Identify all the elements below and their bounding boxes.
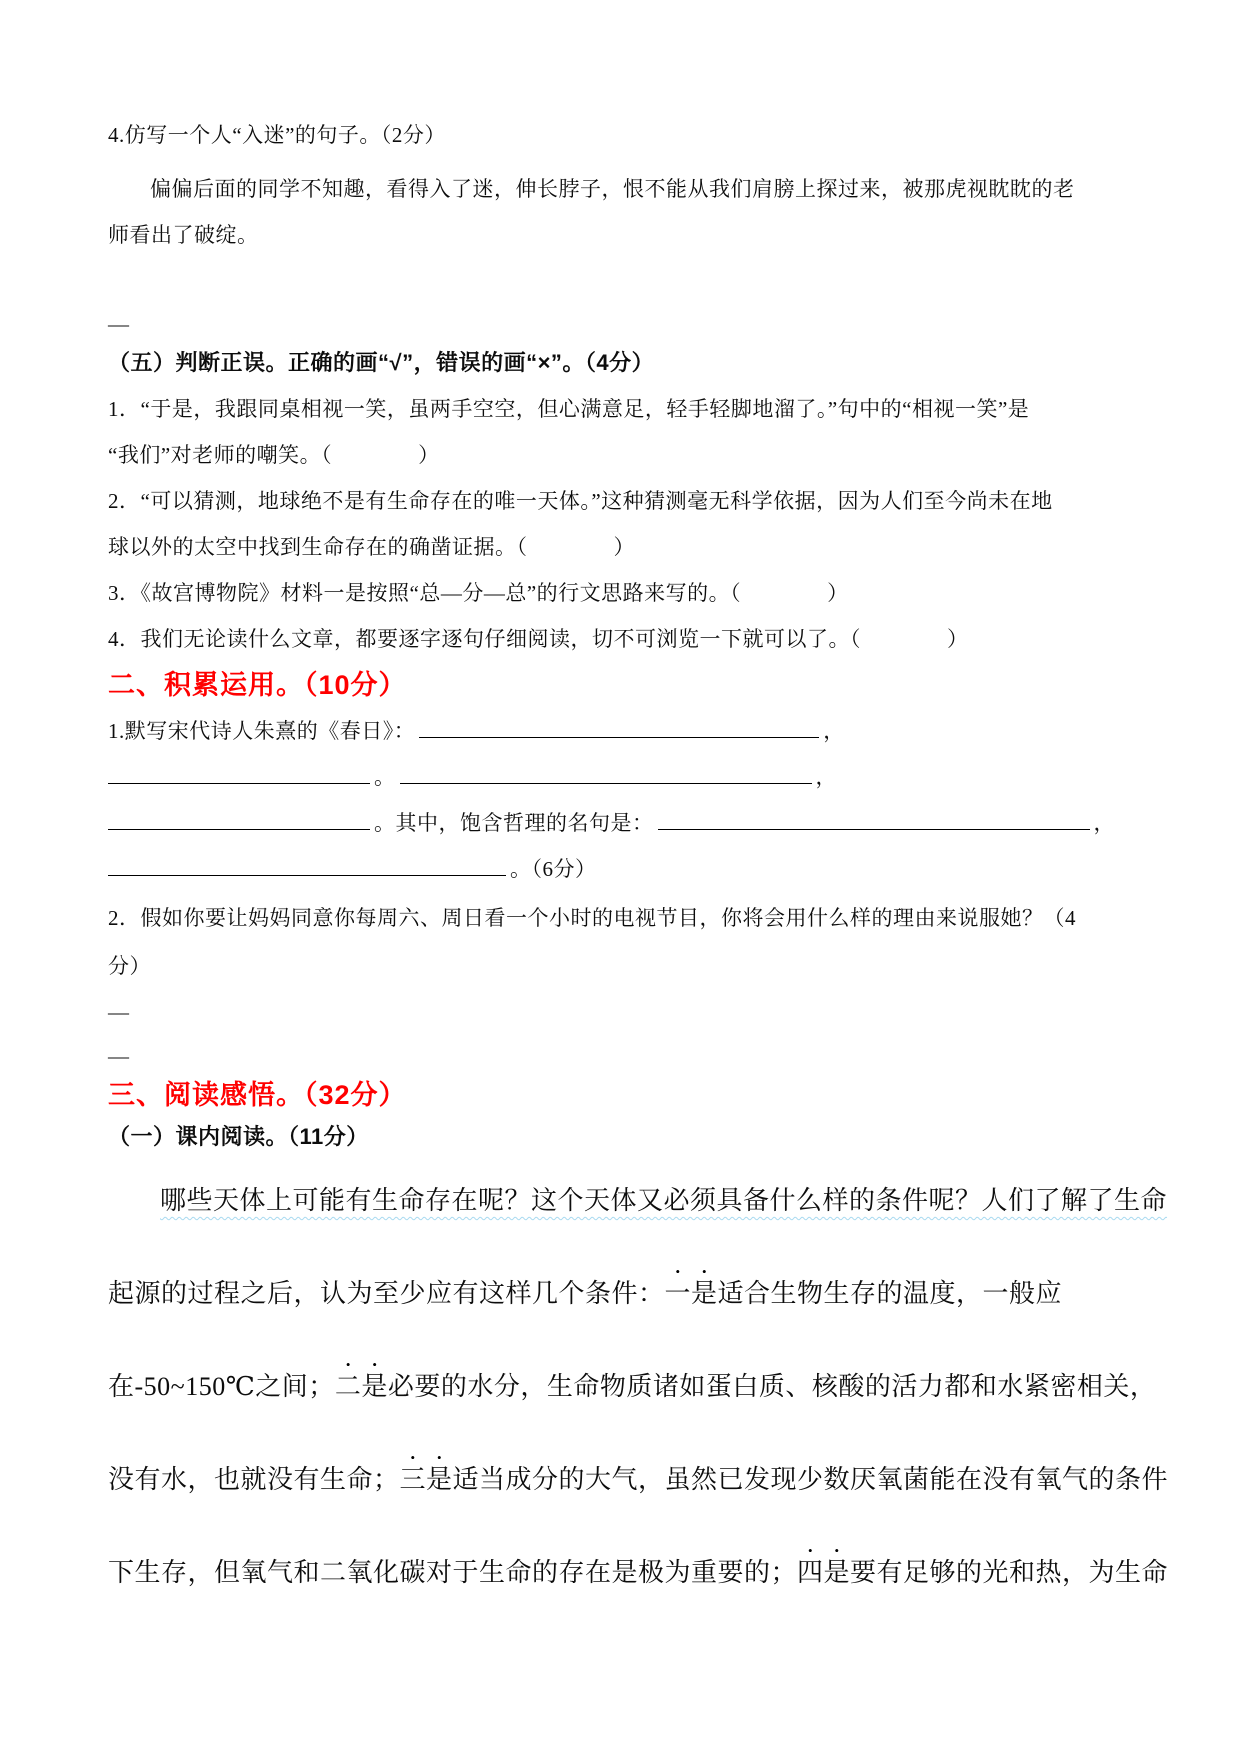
passage-text: 起源的过程之后，认为至少应有这样几个条件： <box>108 1279 665 1308</box>
passage-text: 下生存，但氧气和二氧化碳对于生命的存在是极为重要的； <box>108 1558 798 1587</box>
answer-line: 师看出了破绽。 <box>108 223 259 247</box>
punctuation: ， <box>1093 811 1115 835</box>
passage-line-1 <box>108 1154 1168 1247</box>
answer-blank <box>108 807 370 830</box>
judgment-item-4: 4．我们无论读什么文章，都要逐字逐句仔细阅读，切不可浏览一下就可以了。（ ） <box>108 627 969 651</box>
punctuation: ， <box>815 765 837 789</box>
dictation-label: 1.默写宋代诗人朱熹的《春日》： <box>108 719 416 743</box>
question2-line-1: 2．假如你要让妈妈同意你每周六、周日看一个小时的电视节目，你将会用什么样的理由来说服她？（4 <box>108 906 1076 930</box>
reading-passage <box>108 1154 1169 1619</box>
passage-text: 在-50~150℃之间； <box>108 1372 335 1401</box>
judgment-item-2-line-2: 球以外的太空中找到生命存在的确凿证据。（ ） <box>108 535 635 559</box>
judgment-item-1-line-1: 1．“于是，我跟同桌相视一笑，虽两手空空，但心满意足，轻手轻脚地溜了。”句中的“相视一笑”是 <box>108 397 1030 421</box>
passage-emphasized-text: 二是 <box>334 1372 388 1401</box>
passage-line-5 <box>108 1526 1169 1619</box>
answer-blank <box>658 807 1090 830</box>
answer-dash: — <box>108 1000 129 1024</box>
answer-line <box>108 166 1135 212</box>
passage-text: 必要的水分，生命物质诸如蛋白质、核酸的活力都和水紧密相关， <box>387 1372 1157 1401</box>
passage-text: 没有水，也就没有生命； <box>108 1465 400 1494</box>
section2-question2 <box>108 894 1135 990</box>
answer-blank <box>419 715 819 738</box>
passage-text-wavy-underlined: 哪些天体上可能有生命存在呢？这个天体又必须具备什么样的条件呢？人们了解了生命 <box>160 1186 1168 1215</box>
passage-text: 适当成分的大气，虽然已发现少数厌氧菌能在没有氧气的条件 <box>452 1465 1169 1494</box>
dictation-line-2 <box>108 754 1135 800</box>
judgment-items <box>108 386 1135 662</box>
passage-line-2 <box>108 1247 1135 1340</box>
judgment-item-2-line-1: 2．“可以猜测，地球绝不是有生命存在的唯一天体。”这种猜测毫无科学依据，因为人们至今尚未在地 <box>108 489 1053 513</box>
question4-title: 4.仿写一个人“入迷”的句子。（2分） <box>108 123 446 147</box>
answer-dash: — <box>108 1044 129 1068</box>
subsection5-heading: （五）判断正误。正确的画“√”，错误的画“×”。（4分） <box>108 350 655 375</box>
answer-blank <box>108 853 506 876</box>
question4-answer-paragraph <box>108 166 1135 258</box>
answer-dash: — <box>108 312 129 336</box>
section3-sub-heading: （一）课内阅读。（11分） <box>108 1124 369 1149</box>
section2-question1 <box>108 708 1135 892</box>
section3-heading: 三、阅读感悟。（32分） <box>108 1080 407 1110</box>
passage-text: 适合生物生存的温度，一般应 <box>717 1279 1063 1308</box>
passage-text: 要有足够的光和热，为生命 <box>850 1558 1169 1587</box>
answer-blank <box>400 761 812 784</box>
passage-line-4 <box>108 1433 1169 1526</box>
judgment-item-3: 3．《故宫博物院》材料一是按照“总—分—总”的行文思路来写的。（ ） <box>108 581 849 605</box>
judgment-item-1-line-2: “我们”对老师的嘲笑。（ ） <box>108 443 440 467</box>
dictation-line-1 <box>108 708 1135 754</box>
question2-line-2: 分） <box>108 954 151 978</box>
dictation-mid-label: 。其中，饱含哲理的名句是： <box>374 811 654 835</box>
answer-text: 偏偏后面的同学不知趣，看得入了迷，伸长脖子，恨不能从我们肩膀上探过来，被那虎视眈眈的老 <box>150 177 1075 201</box>
punctuation: ， <box>823 719 845 743</box>
passage-emphasized-text: 一是 <box>664 1279 718 1308</box>
section2-heading: 二、积累运用。（10分） <box>108 670 407 700</box>
dictation-line-3 <box>108 800 1135 846</box>
passage-emphasized-text: 四是 <box>797 1558 851 1587</box>
dictation-end-label: 。（6分） <box>510 857 597 881</box>
passage-emphasized-text: 三是 <box>399 1465 453 1494</box>
punctuation: 。 <box>374 765 396 789</box>
passage-line-3 <box>108 1340 1157 1433</box>
dictation-line-4 <box>108 846 1135 892</box>
answer-blank <box>108 761 370 784</box>
